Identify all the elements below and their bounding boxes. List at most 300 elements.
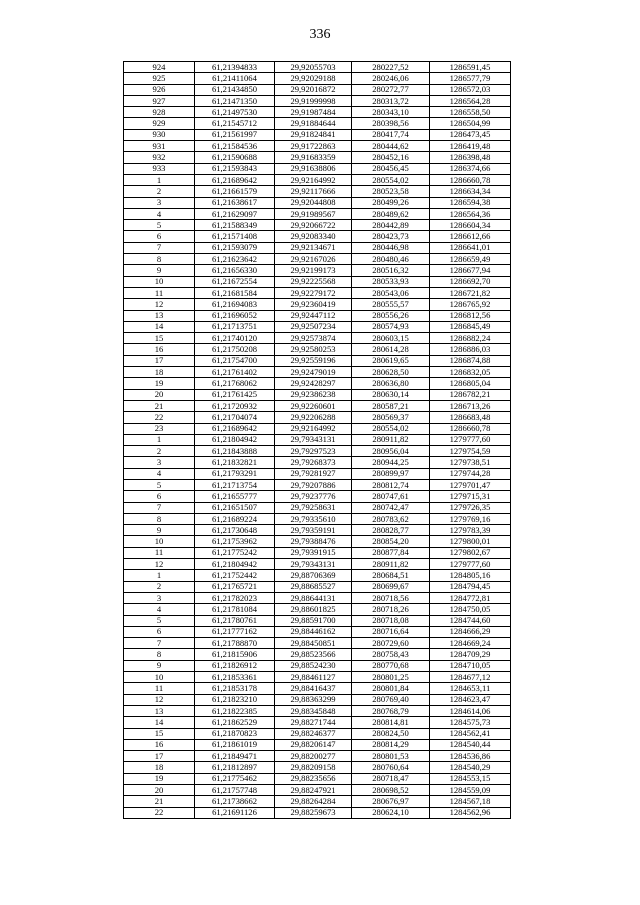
latitude-cell: 61,21623642 [195, 254, 275, 265]
longitude-cell: 29,92559196 [275, 355, 352, 366]
table-row [124, 604, 511, 615]
table-row [124, 62, 511, 73]
point-number-cell: 14 [124, 717, 195, 728]
latitude-cell: 61,21757748 [195, 785, 275, 796]
table-row [124, 615, 511, 626]
table-row [124, 152, 511, 163]
y-coordinate-cell: 1286660,78 [430, 423, 511, 434]
longitude-cell: 29,92083340 [275, 231, 352, 242]
x-coordinate-cell: 280801,25 [352, 672, 430, 683]
table-row [124, 242, 511, 253]
latitude-cell: 61,21629097 [195, 208, 275, 219]
point-number-cell: 929 [124, 118, 195, 129]
point-number-cell: 4 [124, 208, 195, 219]
x-coordinate-cell: 280801,53 [352, 751, 430, 762]
point-number-cell: 19 [124, 378, 195, 389]
longitude-cell: 29,92199173 [275, 265, 352, 276]
point-number-cell: 3 [124, 592, 195, 603]
y-coordinate-cell: 1284669,24 [430, 638, 511, 649]
table-row [124, 389, 511, 400]
table-row [124, 84, 511, 95]
table-row [124, 479, 511, 490]
longitude-cell: 29,79391915 [275, 547, 352, 558]
y-coordinate-cell: 1284536,86 [430, 751, 511, 762]
longitude-cell: 29,92279172 [275, 287, 352, 298]
point-number-cell: 18 [124, 367, 195, 378]
table-row [124, 468, 511, 479]
point-number-cell: 8 [124, 513, 195, 524]
y-coordinate-cell: 1279738,51 [430, 457, 511, 468]
point-number-cell: 933 [124, 163, 195, 174]
table-row [124, 333, 511, 344]
x-coordinate-cell: 280624,10 [352, 807, 430, 818]
latitude-cell: 61,21656330 [195, 265, 275, 276]
latitude-cell: 61,21593843 [195, 163, 275, 174]
latitude-cell: 61,21740120 [195, 333, 275, 344]
x-coordinate-cell: 280801,84 [352, 683, 430, 694]
latitude-cell: 61,21655777 [195, 491, 275, 502]
latitude-cell: 61,21471350 [195, 95, 275, 106]
latitude-cell: 61,21704074 [195, 412, 275, 423]
table-row [124, 310, 511, 321]
table-row [124, 547, 511, 558]
table-row [124, 287, 511, 298]
x-coordinate-cell: 280828,77 [352, 525, 430, 536]
table-row [124, 660, 511, 671]
y-coordinate-cell: 1286659,49 [430, 254, 511, 265]
point-number-cell: 7 [124, 638, 195, 649]
y-coordinate-cell: 1286805,04 [430, 378, 511, 389]
x-coordinate-cell: 280698,52 [352, 785, 430, 796]
point-number-cell: 15 [124, 728, 195, 739]
y-coordinate-cell: 1286591,45 [430, 62, 511, 73]
longitude-cell: 29,88264284 [275, 796, 352, 807]
longitude-cell: 29,88416437 [275, 683, 352, 694]
point-number-cell: 13 [124, 705, 195, 716]
latitude-cell: 61,21870823 [195, 728, 275, 739]
point-number-cell: 12 [124, 694, 195, 705]
longitude-cell: 29,91989567 [275, 208, 352, 219]
x-coordinate-cell: 280587,21 [352, 400, 430, 411]
latitude-cell: 61,21584536 [195, 141, 275, 152]
point-number-cell: 11 [124, 683, 195, 694]
longitude-cell: 29,79297523 [275, 446, 352, 457]
longitude-cell: 29,92164992 [275, 423, 352, 434]
x-coordinate-cell: 280630,14 [352, 389, 430, 400]
y-coordinate-cell: 1286677,94 [430, 265, 511, 276]
x-coordinate-cell: 280619,65 [352, 355, 430, 366]
point-number-cell: 7 [124, 242, 195, 253]
longitude-cell: 29,88206147 [275, 739, 352, 750]
latitude-cell: 61,21761402 [195, 367, 275, 378]
y-coordinate-cell: 1279701,47 [430, 479, 511, 490]
table-row [124, 457, 511, 468]
table-row [124, 163, 511, 174]
x-coordinate-cell: 280543,06 [352, 287, 430, 298]
table-row [124, 197, 511, 208]
longitude-cell: 29,88524230 [275, 660, 352, 671]
y-coordinate-cell: 1286504,99 [430, 118, 511, 129]
point-number-cell: 931 [124, 141, 195, 152]
table-row [124, 254, 511, 265]
table-row [124, 491, 511, 502]
longitude-cell: 29,91999998 [275, 95, 352, 106]
longitude-cell: 29,92360419 [275, 299, 352, 310]
x-coordinate-cell: 280523,58 [352, 186, 430, 197]
latitude-cell: 61,21713751 [195, 321, 275, 332]
latitude-cell: 61,21561997 [195, 129, 275, 140]
y-coordinate-cell: 1286721,82 [430, 287, 511, 298]
x-coordinate-cell: 280614,28 [352, 344, 430, 355]
point-number-cell: 6 [124, 626, 195, 637]
point-number-cell: 11 [124, 287, 195, 298]
point-number-cell: 10 [124, 536, 195, 547]
point-number-cell: 924 [124, 62, 195, 73]
table-row [124, 378, 511, 389]
table-row [124, 502, 511, 513]
table-row [124, 141, 511, 152]
latitude-cell: 61,21823210 [195, 694, 275, 705]
longitude-cell: 29,92117666 [275, 186, 352, 197]
point-number-cell: 19 [124, 773, 195, 784]
latitude-cell: 61,21672554 [195, 276, 275, 287]
y-coordinate-cell: 1279783,39 [430, 525, 511, 536]
latitude-cell: 61,21681584 [195, 287, 275, 298]
point-number-cell: 22 [124, 807, 195, 818]
x-coordinate-cell: 280758,43 [352, 649, 430, 660]
latitude-cell: 61,21730648 [195, 525, 275, 536]
x-coordinate-cell: 280760,64 [352, 762, 430, 773]
point-number-cell: 23 [124, 423, 195, 434]
latitude-cell: 61,21411064 [195, 73, 275, 84]
y-coordinate-cell: 1286473,45 [430, 129, 511, 140]
latitude-cell: 61,21694083 [195, 299, 275, 310]
y-coordinate-cell: 1286692,70 [430, 276, 511, 287]
y-coordinate-cell: 1286577,79 [430, 73, 511, 84]
y-coordinate-cell: 1286634,34 [430, 186, 511, 197]
y-coordinate-cell: 1279777,60 [430, 434, 511, 445]
x-coordinate-cell: 280769,40 [352, 694, 430, 705]
point-number-cell: 11 [124, 547, 195, 558]
x-coordinate-cell: 280814,29 [352, 739, 430, 750]
point-number-cell: 932 [124, 152, 195, 163]
table-row [124, 536, 511, 547]
table-row [124, 762, 511, 773]
longitude-cell: 29,92573874 [275, 333, 352, 344]
longitude-cell: 29,88209158 [275, 762, 352, 773]
latitude-cell: 61,21689224 [195, 513, 275, 524]
latitude-cell: 61,21853178 [195, 683, 275, 694]
y-coordinate-cell: 1286882,24 [430, 333, 511, 344]
longitude-cell: 29,79207886 [275, 479, 352, 490]
table-row [124, 220, 511, 231]
latitude-cell: 61,21782023 [195, 592, 275, 603]
point-number-cell: 10 [124, 672, 195, 683]
x-coordinate-cell: 280911,82 [352, 559, 430, 570]
table-row [124, 186, 511, 197]
point-number-cell: 3 [124, 457, 195, 468]
table-row [124, 400, 511, 411]
x-coordinate-cell: 280533,93 [352, 276, 430, 287]
y-coordinate-cell: 1286874,88 [430, 355, 511, 366]
x-coordinate-cell: 280718,08 [352, 615, 430, 626]
x-coordinate-cell: 280718,47 [352, 773, 430, 784]
point-number-cell: 10 [124, 276, 195, 287]
longitude-cell: 29,79281927 [275, 468, 352, 479]
y-coordinate-cell: 1279802,67 [430, 547, 511, 558]
longitude-cell: 29,88345848 [275, 705, 352, 716]
point-number-cell: 9 [124, 525, 195, 536]
y-coordinate-cell: 1286683,48 [430, 412, 511, 423]
y-coordinate-cell: 1284805,16 [430, 570, 511, 581]
y-coordinate-cell: 1284710,05 [430, 660, 511, 671]
y-coordinate-cell: 1286604,34 [430, 220, 511, 231]
y-coordinate-cell: 1286886,03 [430, 344, 511, 355]
y-coordinate-cell: 1284653,11 [430, 683, 511, 694]
table-row [124, 705, 511, 716]
latitude-cell: 61,21861019 [195, 739, 275, 750]
x-coordinate-cell: 280628,50 [352, 367, 430, 378]
point-number-cell: 9 [124, 660, 195, 671]
latitude-cell: 61,21761425 [195, 389, 275, 400]
x-coordinate-cell: 280944,25 [352, 457, 430, 468]
longitude-cell: 29,88247921 [275, 785, 352, 796]
table-row [124, 321, 511, 332]
y-coordinate-cell: 1286713,26 [430, 400, 511, 411]
latitude-cell: 61,21713754 [195, 479, 275, 490]
y-coordinate-cell: 1284559,09 [430, 785, 511, 796]
table-row [124, 649, 511, 660]
table-row [124, 231, 511, 242]
longitude-cell: 29,92479019 [275, 367, 352, 378]
x-coordinate-cell: 280516,32 [352, 265, 430, 276]
longitude-cell: 29,88685527 [275, 581, 352, 592]
latitude-cell: 61,21832821 [195, 457, 275, 468]
point-number-cell: 1 [124, 434, 195, 445]
longitude-cell: 29,91638806 [275, 163, 352, 174]
longitude-cell: 29,79343131 [275, 434, 352, 445]
x-coordinate-cell: 280824,50 [352, 728, 430, 739]
latitude-cell: 61,21691126 [195, 807, 275, 818]
y-coordinate-cell: 1284677,12 [430, 672, 511, 683]
y-coordinate-cell: 1284553,15 [430, 773, 511, 784]
y-coordinate-cell: 1279726,35 [430, 502, 511, 513]
x-coordinate-cell: 280718,26 [352, 604, 430, 615]
x-coordinate-cell: 280854,20 [352, 536, 430, 547]
y-coordinate-cell: 1284666,29 [430, 626, 511, 637]
table-row [124, 434, 511, 445]
y-coordinate-cell: 1279769,16 [430, 513, 511, 524]
longitude-cell: 29,88591700 [275, 615, 352, 626]
x-coordinate-cell: 280636,80 [352, 378, 430, 389]
y-coordinate-cell: 1284744,60 [430, 615, 511, 626]
latitude-cell: 61,21812897 [195, 762, 275, 773]
y-coordinate-cell: 1286419,48 [430, 141, 511, 152]
y-coordinate-cell: 1284623,47 [430, 694, 511, 705]
y-coordinate-cell: 1286572,03 [430, 84, 511, 95]
y-coordinate-cell: 1286564,28 [430, 95, 511, 106]
longitude-cell: 29,79388476 [275, 536, 352, 547]
longitude-cell: 29,79335610 [275, 513, 352, 524]
point-number-cell: 21 [124, 796, 195, 807]
latitude-cell: 61,21826912 [195, 660, 275, 671]
latitude-cell: 61,21862529 [195, 717, 275, 728]
longitude-cell: 29,79359191 [275, 525, 352, 536]
point-number-cell: 5 [124, 220, 195, 231]
point-number-cell: 16 [124, 344, 195, 355]
longitude-cell: 29,92164992 [275, 174, 352, 185]
x-coordinate-cell: 280555,57 [352, 299, 430, 310]
latitude-cell: 61,21775242 [195, 547, 275, 558]
point-number-cell: 8 [124, 254, 195, 265]
point-number-cell: 930 [124, 129, 195, 140]
longitude-cell: 29,88200277 [275, 751, 352, 762]
latitude-cell: 61,21434850 [195, 84, 275, 95]
x-coordinate-cell: 280444,62 [352, 141, 430, 152]
longitude-cell: 29,88523566 [275, 649, 352, 660]
x-coordinate-cell: 280877,84 [352, 547, 430, 558]
coordinates-table [123, 61, 511, 819]
y-coordinate-cell: 1284614,06 [430, 705, 511, 716]
x-coordinate-cell: 280272,77 [352, 84, 430, 95]
latitude-cell: 61,21793291 [195, 468, 275, 479]
y-coordinate-cell: 1286564,36 [430, 208, 511, 219]
table-row [124, 694, 511, 705]
latitude-cell: 61,21815906 [195, 649, 275, 660]
latitude-cell: 61,21753962 [195, 536, 275, 547]
longitude-cell: 29,79268373 [275, 457, 352, 468]
table-row [124, 367, 511, 378]
point-number-cell: 928 [124, 107, 195, 118]
latitude-cell: 61,21720932 [195, 400, 275, 411]
point-number-cell: 12 [124, 559, 195, 570]
table-row [124, 513, 511, 524]
point-number-cell: 925 [124, 73, 195, 84]
y-coordinate-cell: 1284567,18 [430, 796, 511, 807]
point-number-cell: 13 [124, 310, 195, 321]
x-coordinate-cell: 280246,06 [352, 73, 430, 84]
table-row [124, 73, 511, 84]
latitude-cell: 61,21777162 [195, 626, 275, 637]
latitude-cell: 61,21849471 [195, 751, 275, 762]
x-coordinate-cell: 280480,46 [352, 254, 430, 265]
x-coordinate-cell: 280768,79 [352, 705, 430, 716]
y-coordinate-cell: 1279715,31 [430, 491, 511, 502]
latitude-cell: 61,21750208 [195, 344, 275, 355]
latitude-cell: 61,21689642 [195, 174, 275, 185]
longitude-cell: 29,88601825 [275, 604, 352, 615]
longitude-cell: 29,92016872 [275, 84, 352, 95]
longitude-cell: 29,92447112 [275, 310, 352, 321]
table-row [124, 446, 511, 457]
latitude-cell: 61,21853361 [195, 672, 275, 683]
longitude-cell: 29,88235656 [275, 773, 352, 784]
table-row [124, 785, 511, 796]
table-row [124, 299, 511, 310]
latitude-cell: 61,21738662 [195, 796, 275, 807]
latitude-cell: 61,21822385 [195, 705, 275, 716]
x-coordinate-cell: 280956,04 [352, 446, 430, 457]
latitude-cell: 61,21775462 [195, 773, 275, 784]
table-row [124, 559, 511, 570]
point-number-cell: 3 [124, 197, 195, 208]
y-coordinate-cell: 1284750,05 [430, 604, 511, 615]
point-number-cell: 15 [124, 333, 195, 344]
latitude-cell: 61,21590688 [195, 152, 275, 163]
table-row [124, 807, 511, 818]
point-number-cell: 20 [124, 389, 195, 400]
x-coordinate-cell: 280770,68 [352, 660, 430, 671]
x-coordinate-cell: 280718,56 [352, 592, 430, 603]
point-number-cell: 7 [124, 502, 195, 513]
x-coordinate-cell: 280417,74 [352, 129, 430, 140]
longitude-cell: 29,88259673 [275, 807, 352, 818]
longitude-cell: 29,92134671 [275, 242, 352, 253]
x-coordinate-cell: 280676,97 [352, 796, 430, 807]
longitude-cell: 29,88706369 [275, 570, 352, 581]
point-number-cell: 6 [124, 231, 195, 242]
latitude-cell: 61,21497530 [195, 107, 275, 118]
longitude-cell: 29,92386238 [275, 389, 352, 400]
x-coordinate-cell: 280699,67 [352, 581, 430, 592]
point-number-cell: 4 [124, 604, 195, 615]
y-coordinate-cell: 1286641,01 [430, 242, 511, 253]
latitude-cell: 61,21843888 [195, 446, 275, 457]
table-row [124, 118, 511, 129]
point-number-cell: 16 [124, 739, 195, 750]
latitude-cell: 61,21571408 [195, 231, 275, 242]
point-number-cell: 18 [124, 762, 195, 773]
longitude-cell: 29,92167026 [275, 254, 352, 265]
y-coordinate-cell: 1284562,96 [430, 807, 511, 818]
latitude-cell: 61,21689642 [195, 423, 275, 434]
latitude-cell: 61,21752442 [195, 570, 275, 581]
longitude-cell: 29,88450851 [275, 638, 352, 649]
point-number-cell: 4 [124, 468, 195, 479]
y-coordinate-cell: 1279744,28 [430, 468, 511, 479]
longitude-cell: 29,88246377 [275, 728, 352, 739]
x-coordinate-cell: 280569,37 [352, 412, 430, 423]
y-coordinate-cell: 1286765,92 [430, 299, 511, 310]
x-coordinate-cell: 280684,51 [352, 570, 430, 581]
point-number-cell: 14 [124, 321, 195, 332]
table-row [124, 570, 511, 581]
x-coordinate-cell: 280814,81 [352, 717, 430, 728]
table-row [124, 773, 511, 784]
table-row [124, 739, 511, 750]
x-coordinate-cell: 280747,61 [352, 491, 430, 502]
x-coordinate-cell: 280343,10 [352, 107, 430, 118]
x-coordinate-cell: 280489,62 [352, 208, 430, 219]
x-coordinate-cell: 280554,02 [352, 423, 430, 434]
longitude-cell: 29,92225568 [275, 276, 352, 287]
x-coordinate-cell: 280812,74 [352, 479, 430, 490]
longitude-cell: 29,92260601 [275, 400, 352, 411]
x-coordinate-cell: 280742,47 [352, 502, 430, 513]
point-number-cell: 21 [124, 400, 195, 411]
y-coordinate-cell: 1286845,49 [430, 321, 511, 332]
longitude-cell: 29,91987484 [275, 107, 352, 118]
table-row [124, 129, 511, 140]
latitude-cell: 61,21788870 [195, 638, 275, 649]
x-coordinate-cell: 280783,62 [352, 513, 430, 524]
longitude-cell: 29,91683359 [275, 152, 352, 163]
table-row [124, 672, 511, 683]
table-row [124, 717, 511, 728]
table-row [124, 265, 511, 276]
point-number-cell: 2 [124, 186, 195, 197]
table-row [124, 276, 511, 287]
